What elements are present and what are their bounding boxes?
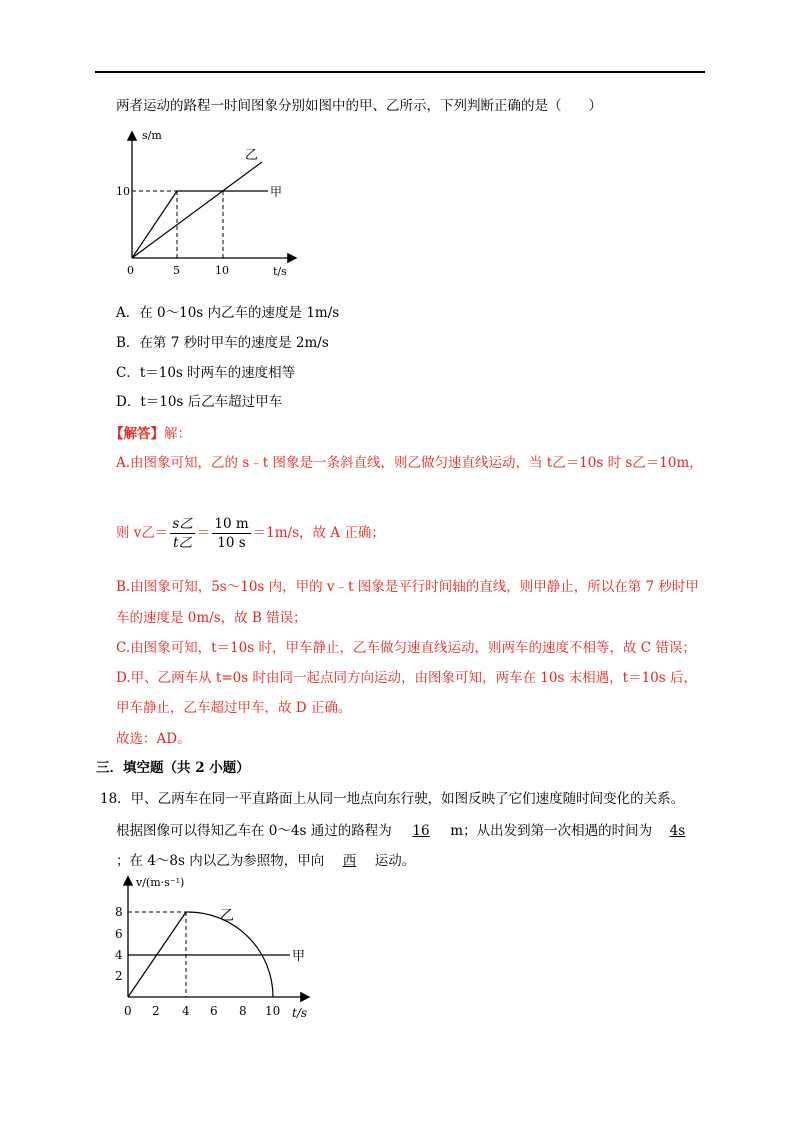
vt-y-label: v/(m·s⁻¹) <box>136 876 185 889</box>
vt-y-tick-8: 8 <box>115 905 123 919</box>
option-b: B．在第 7 秒时甲车的速度是 2m/s <box>116 335 329 351</box>
answer-d-line1: D.甲、乙两车从 t=0s 时由同一起点同方向运动，由图象可知，两车在 10s 末相遇，t＝10s 后， <box>116 670 697 686</box>
q18-line2 <box>116 822 698 840</box>
frac2-numerator: 10 m <box>214 516 249 532</box>
yi-line <box>132 162 262 258</box>
option-d: D．t＝10s 后乙车超过甲车 <box>116 394 283 410</box>
vt-jia-label: 甲 <box>292 949 306 964</box>
header-rule <box>95 71 705 73</box>
st-yi-label: 乙 <box>245 148 259 163</box>
answer-b-line2: 车的速度是 0m/s，故 B 错误； <box>116 610 307 626</box>
answer-heading <box>110 425 191 443</box>
answer-choice: 故选：AD。 <box>116 731 191 747</box>
st-x-tick-10: 10 <box>215 264 229 277</box>
blank-distance: 16 <box>412 823 430 839</box>
q18-line2-a: 根据图像可以得知乙车在 0～4s 通过的路程为 <box>116 823 392 839</box>
vt-graph <box>110 872 325 1027</box>
q18-line3-b: 运动。 <box>374 853 416 869</box>
vt-yi-label: 乙 <box>220 908 234 924</box>
answer-heading-suffix: 解： <box>164 426 191 442</box>
q18-line2-b: m；从出发到第一次相遇的时间为 <box>450 823 653 839</box>
vt-y-tick-2: 2 <box>115 969 123 983</box>
vt-y-tick-6: 6 <box>115 927 123 941</box>
vt-x-tick-0: 0 <box>124 1004 132 1018</box>
blank-direction: 西 <box>342 853 357 869</box>
st-x-tick-5: 5 <box>173 264 180 277</box>
q18-line1: 18．甲、乙两车在同一平直路面上从同一地点向东行驶，如图反映了它们速度随时间变化的关系。 <box>100 791 685 807</box>
answer-c-line: C.由图象可知，t＝10s 时，甲车静止，乙车做匀速直线运动，则两车的速度不相等，故 C 错误； <box>116 640 696 656</box>
vt-x-tick-8: 8 <box>239 1004 247 1018</box>
option-c: C．t＝10s 时两车的速度相等 <box>116 365 296 381</box>
st-graph <box>110 125 310 280</box>
vt-x-tick-10: 10 <box>265 1004 281 1018</box>
vt-x-tick-4: 4 <box>182 1004 190 1018</box>
answer-a-line2: 则 v乙＝ $\frac{\text{s乙}}{\text{t乙}}$ ＝ $\frac{10 m}{10 s}$ ＝1m/s，故 A 正确； <box>116 516 385 551</box>
option-a: A．在 0～10s 内乙车的速度是 1m/s <box>116 305 340 321</box>
st-x-tick-0: 0 <box>127 264 134 277</box>
q18-line3-a: ；在 4～8s 内以乙为参照物，甲向 <box>116 853 325 869</box>
blank-meet-time: 4s <box>669 823 686 839</box>
frac2-denominator: 10 s <box>217 535 246 551</box>
jia-line-a <box>132 191 177 258</box>
answer-a-suffix: ＝1m/s，故 A 正确； <box>252 525 385 541</box>
section-heading: 三．填空题（共 2 小题） <box>96 760 250 776</box>
answer-heading-label: 【解答】 <box>110 426 164 442</box>
frac1-denominator: t乙 <box>173 535 193 551</box>
question-stem: 两者运动的路程一时间图象分别如图中的甲、乙所示，下列判断正确的是（ ） <box>116 98 602 114</box>
st-y-tick: 10 <box>116 185 130 198</box>
answer-a-line1: A.由图象可知，乙的 s﹣t 图象是一条斜直线，则乙做匀速直线运动，当 t乙＝10s 时 s乙＝10m， <box>116 455 703 471</box>
frac1-numerator: s乙 <box>172 516 193 532</box>
fraction-10m-over-10s <box>212 515 250 552</box>
st-jia-label: 甲 <box>270 185 283 199</box>
st-y-label: s/m <box>142 129 162 142</box>
vt-y-tick-4: 4 <box>115 948 123 962</box>
vt-x-tick-6: 6 <box>210 1004 218 1018</box>
vt-x-tick-2: 2 <box>152 1004 160 1018</box>
vt-x-label: t/s <box>292 1006 308 1020</box>
answer-a-prefix: 则 v乙＝ <box>116 525 169 541</box>
answer-d-line2: 甲车静止，乙车超过甲车，故 D 正确。 <box>116 700 352 716</box>
st-x-label: t/s <box>273 265 287 278</box>
fraction-s-over-t <box>170 515 194 552</box>
q18-line3 <box>116 852 415 870</box>
answer-b-line1: B.由图象可知，5s～10s 内，甲的 v﹣t 图象是平行时间轴的直线，则甲静止，所以在第 7 秒时甲 <box>116 579 699 595</box>
